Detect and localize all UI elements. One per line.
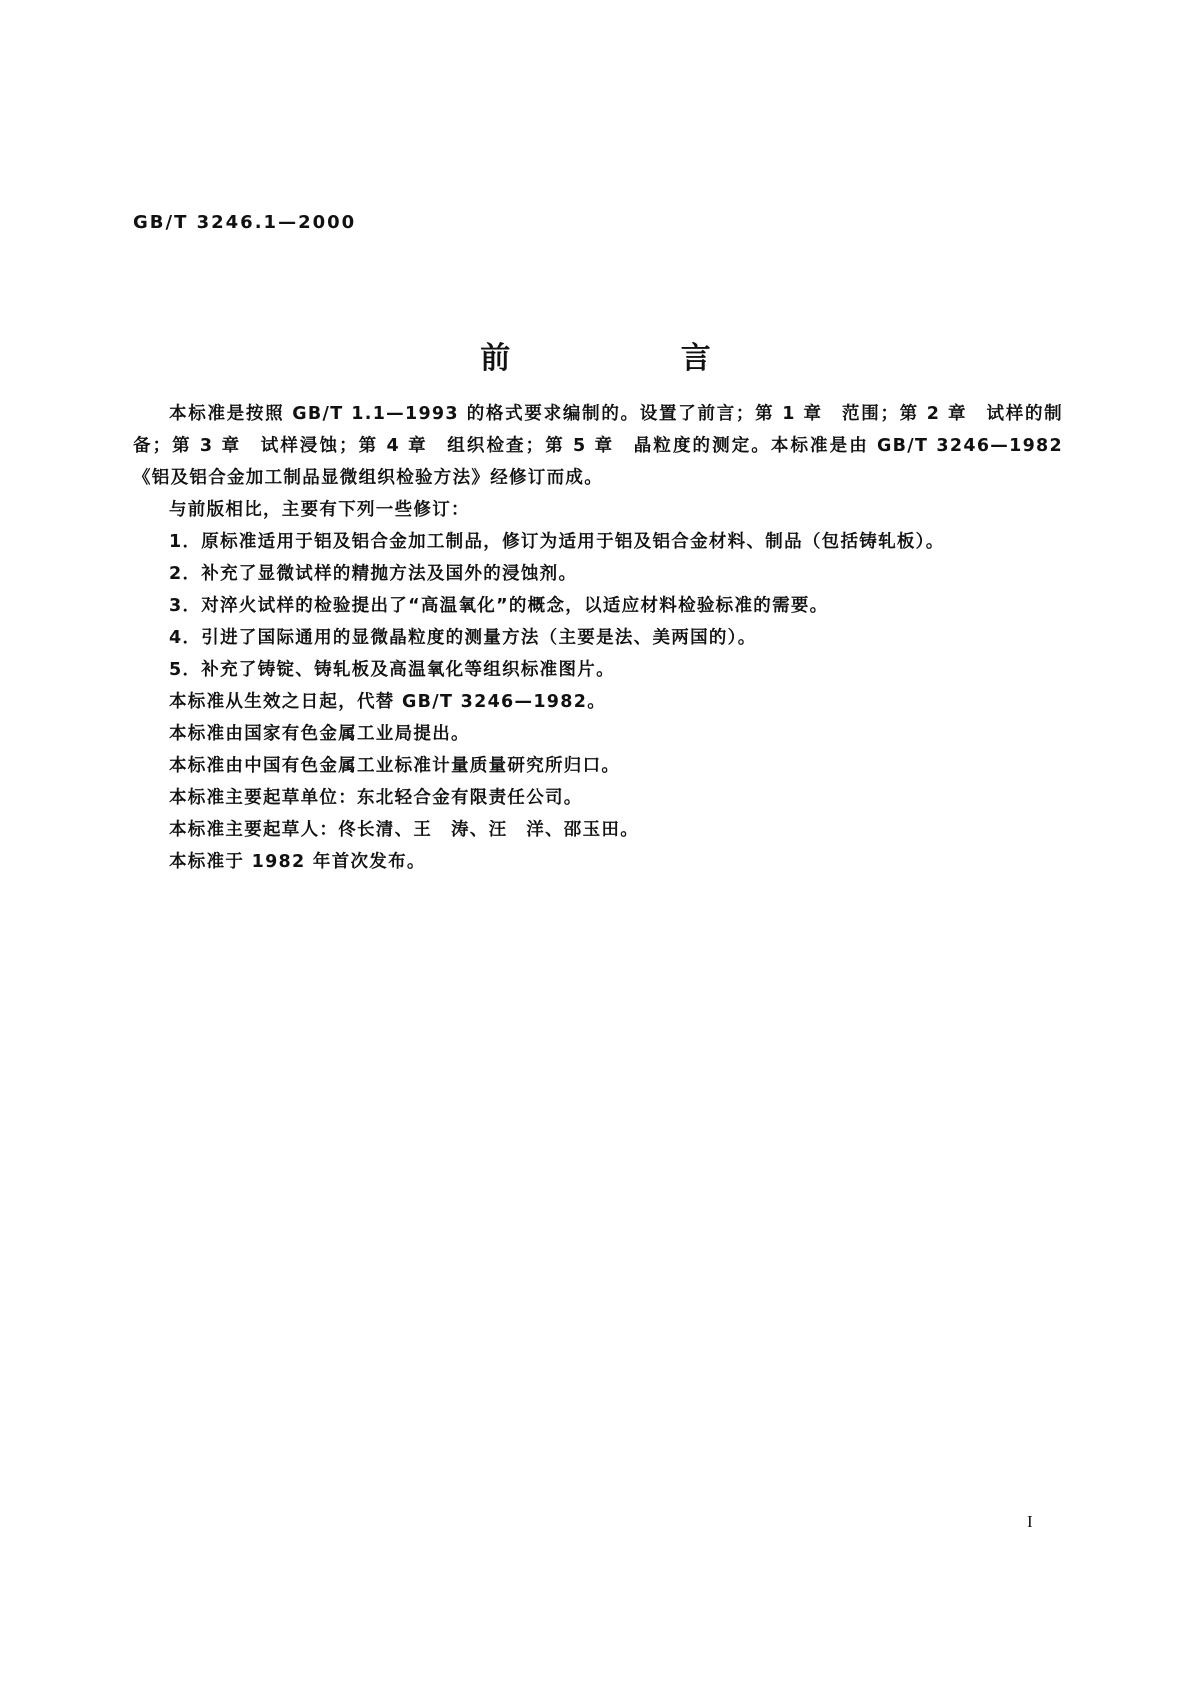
foreword-body: [133, 398, 1063, 878]
list-item: 4．引进了国际通用的显微晶粒度的测量方法（主要是法、美两国的）。: [169, 628, 757, 648]
paragraph: 本标准于 1982 年首次发布。: [169, 852, 426, 872]
list-item: 5．补充了铸锭、铸轧板及高温氧化等组织标准图片。: [169, 660, 615, 680]
list-item: 2．补充了显微试样的精抛方法及国外的浸蚀剂。: [169, 564, 578, 584]
paragraph: 本标准主要起草单位：东北轻合金有限责任公司。: [169, 788, 583, 808]
list-item: 3．对淬火试样的检验提出了“高温氧化”的概念，以适应材料检验标准的需要。: [169, 596, 829, 616]
paragraph: 本标准从生效之日起，代替 GB/T 3246—1982。: [169, 692, 607, 712]
standard-code: GB/T 3246.1—2000: [133, 212, 357, 233]
paragraph: 与前版相比，主要有下列一些修订：: [169, 500, 470, 520]
page-number: I: [1027, 1512, 1033, 1531]
paragraph: 本标准主要起草人：佟长清、王 涛、汪 洋、邵玉田。: [169, 820, 639, 840]
paragraph: 本标准是按照 GB/T 1.1—1993 的格式要求编制的。设置了前言；第 1 章 范围；第 2 章 试样的制备；第 3 章 试样浸蚀；第 4 章 组织检查；第 5 章 晶粒度的测定。本标准是由 GB/T 3246—1982《铝及铝合金加工制品显微组织检验方法》经修订而成。: [133, 404, 1063, 488]
paragraph: 本标准由中国有色金属工业标准计量质量研究所归口。: [169, 756, 621, 776]
page-title: 前 言: [480, 341, 791, 376]
paragraph: 本标准由国家有色金属工业局提出。: [169, 724, 470, 744]
list-item: 1．原标准适用于铝及铝合金加工制品，修订为适用于铝及铝合金材料、制品（包括铸轧板）。: [169, 532, 945, 552]
